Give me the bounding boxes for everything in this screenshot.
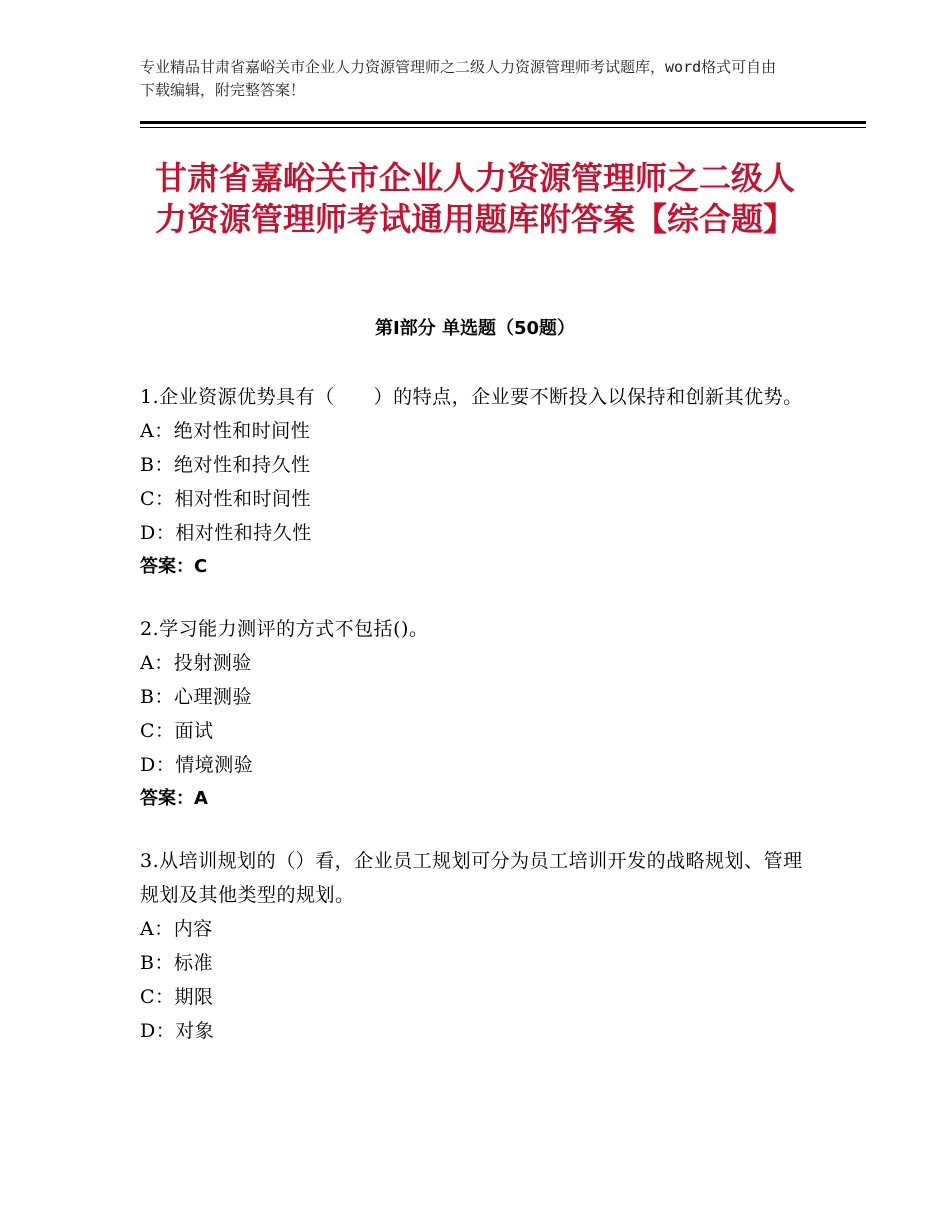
question-2: [140, 612, 820, 816]
question-1: [140, 380, 820, 584]
option-a: A：绝对性和时间性: [140, 420, 311, 442]
question-stem: 2.学习能力测评的方式不包括()。: [140, 618, 429, 640]
option-b: B：心理测验: [140, 686, 252, 708]
option-a: A：投射测验: [140, 652, 252, 674]
option-b: B：标准: [140, 952, 213, 974]
option-a: A：内容: [140, 918, 213, 940]
option-c: C：相对性和时间性: [140, 488, 312, 510]
option-d: D：情境测验: [140, 754, 254, 776]
option-c: C：面试: [140, 720, 214, 742]
header-rule-thin: [140, 127, 866, 128]
question-stem: 3.从培训规划的（）看，企业员工规划可分为员工培训开发的战略规划、管理规划及其他类型的规划。: [140, 850, 803, 906]
answer: 答案：C: [140, 556, 208, 577]
document-title: 甘肃省嘉峪关市企业人力资源管理师之二级人力资源管理师考试通用题库附答案【综合题】: [154, 159, 795, 238]
option-c: C：期限: [140, 986, 214, 1008]
header-note: 专业精品甘肃省嘉峪关市企业人力资源管理师之二级人力资源管理师考试题库，word格式可自由下载编辑，附完整答案！: [140, 58, 777, 99]
header-rule-thick: [140, 121, 866, 124]
option-b: B：绝对性和持久性: [140, 454, 311, 476]
option-d: D：相对性和持久性: [140, 522, 312, 544]
section-title: 第Ⅰ部分 单选题（50题）: [374, 318, 575, 339]
question-3: [140, 844, 820, 1048]
answer: 答案：A: [140, 788, 208, 809]
question-stem: 1.企业资源优势具有（ ）的特点，企业要不断投入以保持和创新其优势。: [140, 386, 803, 408]
option-d: D：对象: [140, 1020, 215, 1042]
question-list: [140, 380, 820, 1076]
